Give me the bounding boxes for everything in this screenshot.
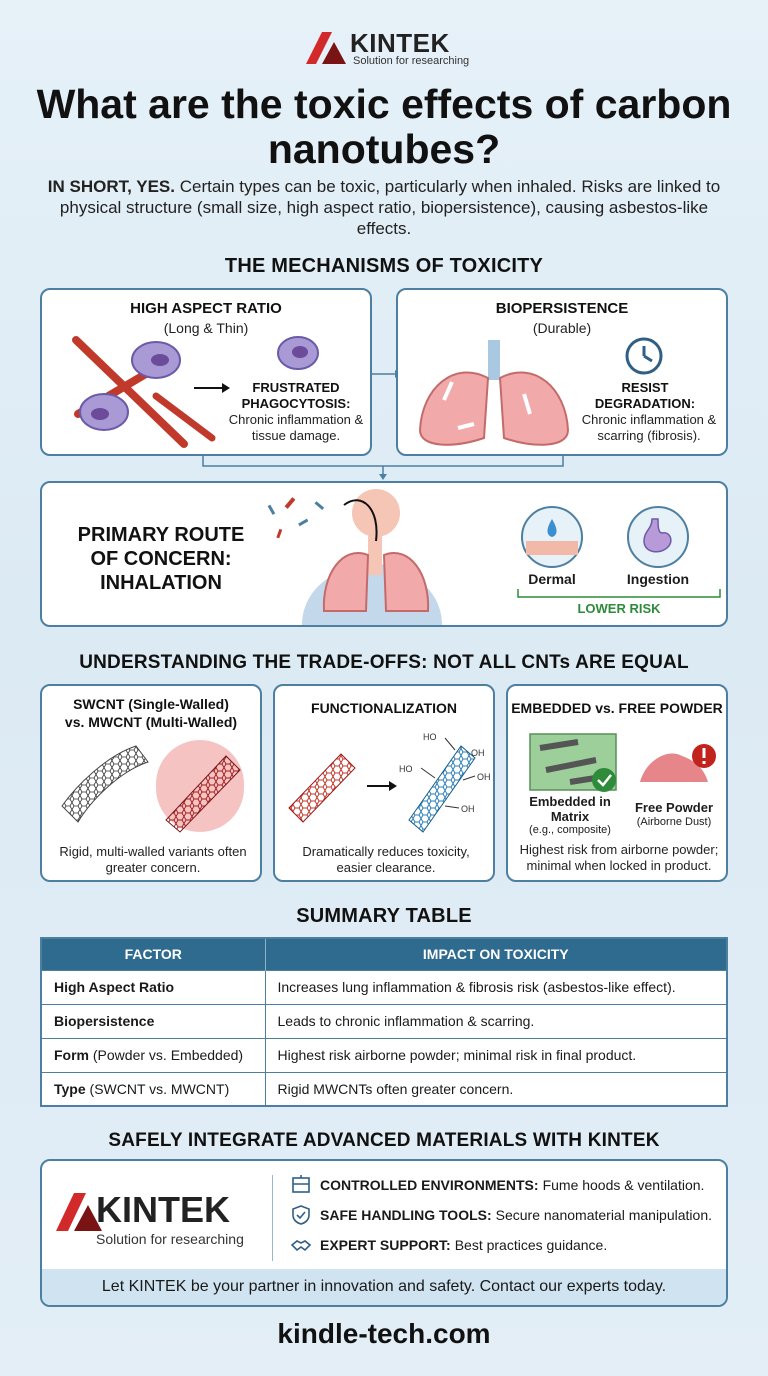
- embedded-label: Embedded in Matrix: [529, 794, 611, 824]
- lower-risk-label: LOWER RISK: [577, 601, 661, 616]
- brand-tagline: Solution for researching: [96, 1231, 244, 1247]
- functionalization-card: [273, 684, 495, 882]
- summary-table: [40, 937, 728, 1107]
- cta-item: [290, 1175, 704, 1195]
- lower-risk-bracket: [516, 587, 722, 599]
- walls-title-line2: vs. MWCNT (Multi-Walled): [64, 714, 238, 730]
- group-label: OH: [461, 804, 475, 814]
- group-label: OH: [477, 772, 491, 782]
- functionalization-title: FUNCTIONALIZATION: [311, 700, 457, 716]
- powder-sublabel: (Airborne Dust): [636, 816, 712, 828]
- kintek-logo-mark-icon: [306, 30, 348, 64]
- group-label: HO: [399, 764, 413, 774]
- inhalation-route-card: [40, 481, 728, 627]
- mechanisms-heading: THE MECHANISMS OF TOXICITY: [224, 255, 544, 277]
- factor-cell: [41, 1072, 265, 1106]
- table-row: [41, 1004, 727, 1038]
- dermal-icon: [520, 505, 584, 569]
- website-link[interactable]: kindle-tech.com: [277, 1318, 491, 1349]
- nanotube-comparison-icon: [56, 736, 252, 836]
- table-header-row: [41, 938, 727, 970]
- aspect-ratio-subtitle: (Long & Thin): [163, 320, 249, 336]
- biopersistence-card: [396, 288, 728, 456]
- powder-label: Free Powder: [634, 800, 714, 815]
- factor-name: Form: [54, 1047, 89, 1063]
- tradeoffs-heading: UNDERSTANDING THE TRADE-OFFS: NOT ALL CNTs ARE EQUAL: [79, 652, 689, 673]
- intro-text: [40, 176, 728, 239]
- page-title: What are the toxic effects of carbon nanotubes?: [36, 81, 732, 172]
- table-row: [41, 1072, 727, 1106]
- cta-item: [290, 1235, 607, 1255]
- cta-item-label: SAFE HANDLING TOOLS:: [320, 1207, 492, 1223]
- brand-name: KINTEK: [96, 1189, 230, 1230]
- factor-cell: [41, 1038, 265, 1072]
- aspect-ratio-card: [40, 288, 372, 456]
- summary-heading: SUMMARY TABLE: [296, 905, 472, 927]
- embedded-matrix-icon: [526, 730, 622, 796]
- cta-card: [40, 1159, 728, 1307]
- biopersistence-effect: Chronic inflammation & scarring (fibrosis).: [581, 412, 717, 443]
- cta-item-text: Best practices guidance.: [454, 1237, 608, 1253]
- impact-cell: Increases lung inflammation & fibrosis risk (asbestos-like effect).: [265, 970, 727, 1004]
- form-caption: Highest risk from airborne powder; minimal when locked in product.: [519, 842, 719, 873]
- intro-lead: IN SHORT, YES.: [47, 177, 175, 196]
- factor-name: Biopersistence: [54, 1013, 155, 1029]
- walls-card: [40, 684, 262, 882]
- brand-tagline: Solution for researching: [353, 55, 470, 67]
- powder-pile-icon: [634, 734, 718, 792]
- ingestion-label: Ingestion: [626, 571, 690, 587]
- human-lungs-inhalation-icon: [262, 485, 472, 625]
- cta-item: [290, 1205, 712, 1225]
- column-header: IMPACT ON TOXICITY: [265, 938, 727, 970]
- factor-cell: [41, 970, 265, 1004]
- biopersistence-subtitle: (Durable): [532, 320, 592, 336]
- brand-name: KINTEK: [350, 28, 450, 58]
- factor-name: Type: [54, 1080, 86, 1097]
- walls-caption: Rigid, multi-walled variants often greater concern.: [59, 844, 247, 875]
- stomach-icon: [626, 505, 690, 569]
- lungs-icon: [414, 340, 574, 452]
- factor-name: High Aspect Ratio: [54, 979, 175, 995]
- table-row: [41, 1038, 727, 1072]
- intro-body: Certain types can be toxic, particularly when inhaled. Risks are linked to physical structure (small size, high aspect ratio, biopersistence), causing asbestos-like effects.: [59, 177, 721, 238]
- header-logo: [0, 26, 768, 70]
- impact-cell: Leads to chronic inflammation & scarring.: [265, 1004, 727, 1038]
- divider: [272, 1175, 273, 1261]
- biopersistence-title: BIOPERSISTENCE: [495, 300, 629, 317]
- primary-route-title: PRIMARY ROUTE OF CONCERN: INHALATION: [77, 524, 245, 594]
- functionalized-nanotube-icon: [285, 724, 487, 836]
- cta-item-label: EXPERT SUPPORT:: [320, 1237, 451, 1253]
- macrophage-icon: [276, 334, 320, 372]
- group-label: HO: [423, 732, 437, 742]
- group-label: OH: [471, 748, 485, 758]
- handshake-icon: [290, 1235, 312, 1255]
- aspect-ratio-title: HIGH ASPECT RATIO: [130, 300, 282, 317]
- shield-check-icon: [290, 1205, 312, 1225]
- clock-icon: [624, 336, 664, 376]
- fume-hood-icon: [290, 1175, 312, 1195]
- cta-item-text: Fume hoods & ventilation.: [542, 1177, 705, 1193]
- impact-cell: Highest risk airborne powder; minimal risk in final product.: [265, 1038, 727, 1072]
- impact-cell: Rigid MWCNTs often greater concern.: [265, 1072, 727, 1106]
- aspect-ratio-effect: Chronic inflammation & tissue damage.: [228, 412, 364, 443]
- form-title: EMBEDDED vs. FREE POWDER: [511, 700, 723, 716]
- walls-title-line1: SWCNT (Single-Walled): [73, 696, 229, 712]
- functionalization-caption: Dramatically reduces toxicity, easier clearance.: [302, 844, 470, 875]
- embedded-sublabel: (e.g., composite): [529, 824, 611, 836]
- factor-note: (SWCNT vs. MWCNT): [85, 1080, 230, 1097]
- cta-item-text: Secure nanomaterial manipulation.: [495, 1207, 712, 1223]
- resist-degradation-label: RESIST DEGRADATION:: [594, 380, 696, 411]
- cta-heading: SAFELY INTEGRATE ADVANCED MATERIALS WITH KINTEK: [108, 1130, 660, 1151]
- factor-cell: [41, 1004, 265, 1038]
- factor-note: (Powder vs. Embedded): [89, 1047, 244, 1063]
- footer-logo: [56, 1187, 256, 1247]
- table-row: [41, 970, 727, 1004]
- column-header: FACTOR: [41, 938, 265, 970]
- form-card: [506, 684, 728, 882]
- cta-bar: Let KINTEK be your partner in innovation and safety. Contact our experts today.: [42, 1269, 726, 1305]
- frustrated-phagocytosis-label: FRUSTRATED PHAGOCYTOSIS:: [241, 380, 351, 411]
- cta-item-label: CONTROLLED ENVIRONMENTS:: [320, 1177, 539, 1193]
- dermal-label: Dermal: [528, 571, 576, 587]
